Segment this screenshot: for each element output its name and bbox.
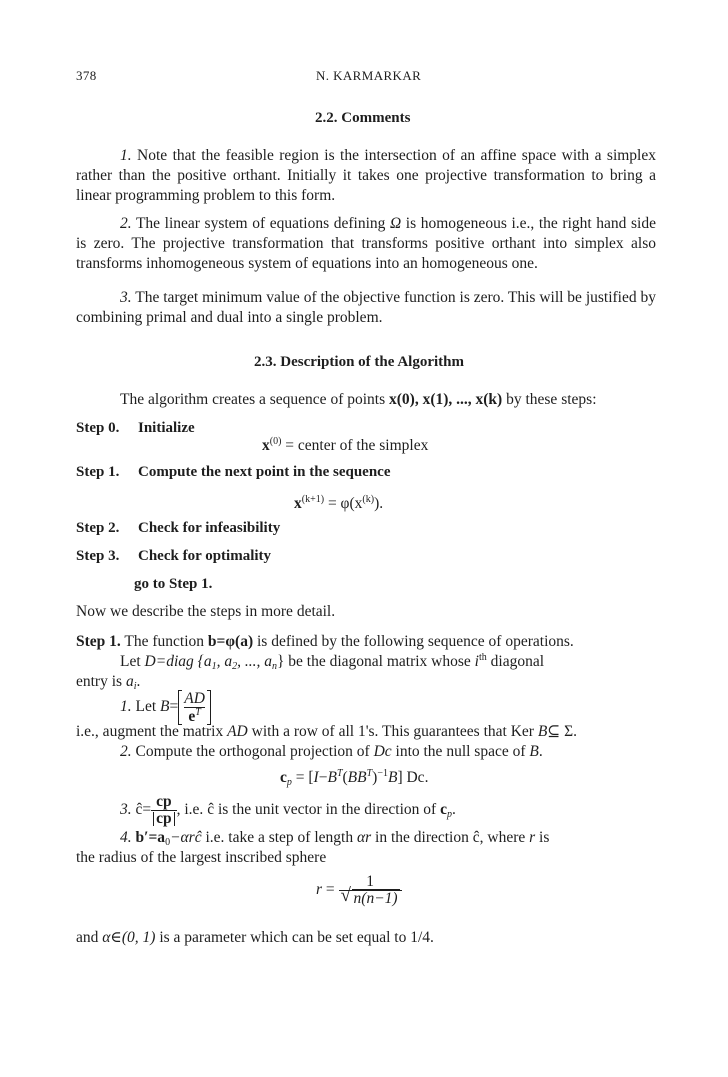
step-1-text: Compute the next point in the sequence [138,464,391,480]
augment-B: B [537,723,548,740]
step-0-heading [76,420,195,437]
let-D-line [120,652,544,672]
radical-sign: √ [340,885,351,906]
step-0-formula [262,436,428,456]
r-eq: = [322,881,339,899]
let-i: i [474,653,479,670]
detail-step-1-label: Step 1. [76,633,121,650]
item-1-B: B [160,698,170,716]
step-3-text: Check for optimality [138,548,272,564]
item-2-line [120,742,543,762]
detail-step-1-text-b: is defined by the following sequence of operations. [253,633,574,650]
item-4-text-c: , where [479,829,530,846]
step-0-formula-rhs: = center of the simplex [281,437,429,454]
r-lhs: r [316,881,323,899]
cp-paren: ( [342,769,348,786]
cp-B1: B [327,769,337,786]
algorithm-intro [120,390,597,410]
cp-minus: − [318,769,328,786]
item-4-b: b′=a [131,829,166,846]
step-3-heading [76,548,271,565]
matrix-bottom-e: e [188,708,196,725]
let-diag: =diag {a [155,653,212,670]
item-3-text-b: is the unit vector in the direction of [214,801,441,819]
r-formula [316,874,402,907]
comment-3-number: 3. [120,289,132,306]
step-2-text: Check for infeasibility [138,520,281,536]
section-title-comments: 2.2. Comments [315,110,411,126]
matrix-top: AD [184,690,205,707]
item-3-num: 3. [120,801,132,819]
cp-T2: T [366,768,373,779]
let-sub-1: 1 [211,661,217,672]
let-sub-2: 2 [232,661,238,672]
item-4-text-b: in the direction [371,829,473,846]
let-b: be the diagonal matrix whose [284,653,475,670]
entry-end: . [136,673,141,690]
entry-sub: i [133,681,137,692]
item-2-text-a: Compute the orthogonal projection of [131,743,374,760]
comment-2-text-b: is homogeneous i.e., the right hand side is zero. The projective transformation that transforms positive orthant into simplex also transforms inhomogeneous system of equations into an homogeneous one. [76,215,656,272]
r-frac-num: 1 [339,874,402,891]
entry-ai: a [125,673,134,690]
cp-end: ] Dc. [397,769,429,786]
cp-T1: T [336,768,343,779]
augmented-matrix [178,690,211,725]
item-3-frac-abs: cp [153,812,175,826]
algorithm-intro-b: by these steps: [502,391,597,408]
item-4-line [120,828,549,848]
item-1-let: Let [131,698,161,716]
comment-1 [76,146,656,206]
let-c: diagonal [486,653,545,670]
cp-BB: BB [347,769,367,786]
item-3-cp: c [440,801,447,819]
entry-line [76,672,140,692]
goto-step-1: go to Step 1. [134,576,213,592]
item-3-chat: ĉ= [131,801,152,819]
final-alpha: α∈(0, 1) [102,929,156,946]
item-4-r: r [529,829,536,846]
item-3-frac-num: cp [151,794,177,811]
item-4-sub0: 0 [165,837,171,848]
comment-1-text: Note that the feasible region is the intersection of an affine space with a simplex rather than the positive orthant. Initially it takes one projective transformation to bring a linear programming problem to this form. [76,147,656,204]
augment-AD: AD [227,723,248,740]
step-0-formula-sup: (0) [269,436,282,447]
item-4-alpha-r: αr [356,829,372,846]
comment-1-number: 1. [120,147,132,164]
item-4-text-d: is [535,829,550,846]
cp-close: ) [372,769,378,786]
item-2-num: 2. [120,743,132,760]
item-1-eq: = [169,698,179,716]
let-D: D [144,653,156,670]
item-3-text-a: , i.e. [176,801,208,819]
algorithm-intro-points: x(0), x(1), ..., x(k) [389,391,503,408]
running-title: N. KARMARKAR [316,68,422,83]
detail-step-1-line [76,632,574,652]
final-line [76,928,434,948]
item-1-line [120,690,211,725]
item-3-chat-2: ĉ [207,801,215,819]
comment-2 [76,214,656,274]
item-3-end: . [451,801,456,819]
step-1-label: Step 1. [76,464,120,480]
step-1-formula-mid: = φ(x [324,495,363,512]
let-close: } [276,653,285,670]
step-0-formula-lhs: x [262,437,270,454]
let-th: th [478,652,487,663]
let-c1: , a [216,653,233,670]
algorithm-intro-a: The algorithm creates a sequence of points [120,391,389,408]
step-0-text: Initialize [138,420,195,436]
cp-I: I [313,769,319,786]
detail-step-1-func: b=φ(a) [207,633,254,650]
step-1-formula-lhs: x [294,495,302,512]
cp-eq: = [ [291,769,314,786]
step-0-label: Step 0. [76,420,120,436]
page-number: 378 [76,68,97,83]
sqrt-symbol [340,885,400,907]
matrix-bottom-sup: T [195,707,201,718]
comment-3-text: The target minimum value of the objective function is zero. This will be justified by combining primal and dual into a single problem. [76,289,656,326]
item-1-num: 1. [120,698,132,716]
r-frac-den-text: n(n−1) [353,890,398,907]
cp-formula [280,768,428,788]
augment-c: ⊆ Σ. [547,723,578,740]
radius-line: the radius of the largest inscribed sphere [76,849,327,866]
item-4-num: 4. [120,829,132,846]
entry-a: entry is [76,673,126,690]
final-b: is a parameter which can be set equal to 1/4. [155,929,434,946]
augment-a: i.e., augment the matrix [76,723,228,740]
let-a: Let [120,653,145,670]
item-2-text-b: into the null space of [391,743,530,760]
comment-3 [76,288,656,328]
item-2-end: . [538,743,543,760]
item-4-chat: ĉ [472,829,480,846]
item-4-minus: −αrĉ [170,829,202,846]
step-2-label: Step 2. [76,520,120,536]
step-1-formula-sup: (k+1) [301,494,325,505]
comment-2-text-a: The linear system of equations defining [131,215,390,232]
section-title-algorithm: 2.3. Description of the Algorithm [254,354,464,370]
step-1-heading [76,464,391,481]
comment-2-number: 2. [120,215,132,232]
step-1-formula-end: ). [374,495,384,512]
let-c2: , ..., a [237,653,272,670]
step-1-formula-sup2: (k) [362,494,375,505]
detail-step-1-text-a: The function [120,633,208,650]
item-3-cp-sub: p [446,809,452,821]
item-3-fraction [151,794,177,827]
let-sub-n: n [271,661,277,672]
r-frac-den [339,885,402,907]
cp-B2: B [387,769,398,786]
item-2-B: B [529,743,539,760]
item-2-Dc: Dc [373,743,392,760]
item-3-frac-den [151,811,177,827]
augment-line [76,722,577,742]
step-2-heading [76,520,280,537]
r-fraction [339,874,402,907]
final-a: and [76,929,103,946]
augment-b: with a row of all 1's. This guarantees that Ker [247,723,538,740]
detail-intro: Now we describe the steps in more detail. [76,603,336,620]
cp-inv: −1 [377,768,388,779]
cp-sub: p [286,777,292,788]
omega-symbol: Ω [389,215,402,232]
step-1-formula [294,494,383,514]
step-3-label: Step 3. [76,548,120,564]
cp-lhs: c [280,769,287,786]
item-4-text-a: i.e. take a step of length [201,829,357,846]
item-3-line [120,794,456,827]
